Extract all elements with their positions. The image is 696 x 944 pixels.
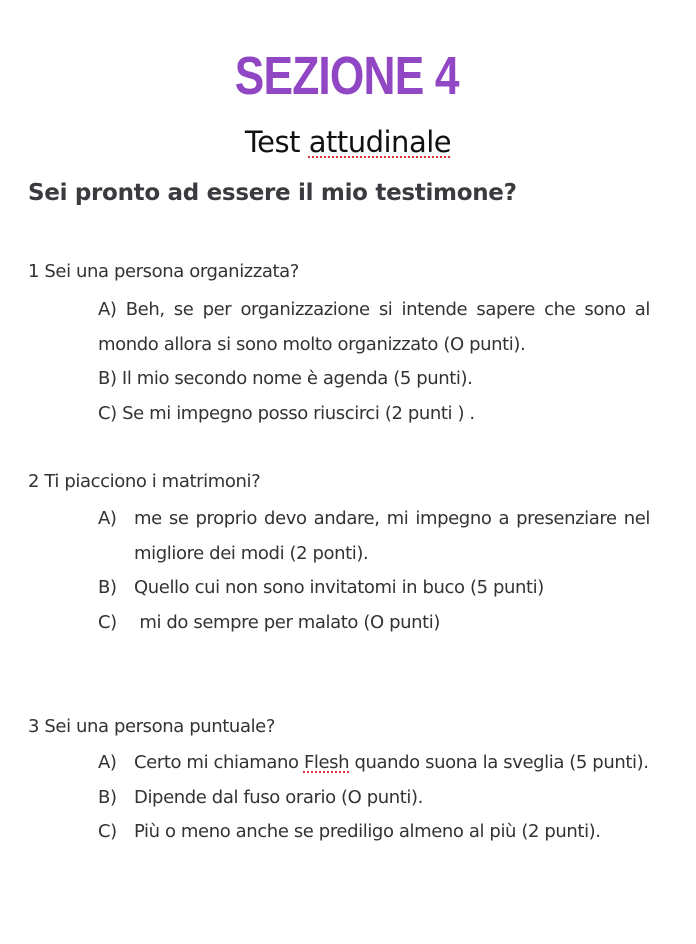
answer-text: me se proprio devo andare, mi impegno a presenziare nel migliore dei modi (2 ponti). (134, 508, 650, 564)
answer-text: Beh, se per organizzazione si intende sapere che sono al mondo allora si sono molto organizzato (O punti). (98, 299, 650, 355)
answers-2 (98, 502, 650, 640)
answer-3b (98, 781, 650, 816)
answer-text-after: quando suona la sveglia (5 punti). (349, 752, 649, 773)
answer-letter: C) (98, 402, 117, 424)
question-text: Ti piacciono i matrimoni? (44, 471, 261, 492)
section-title: SEZIONE 4 (234, 46, 459, 106)
answer-letter: B) (98, 368, 117, 389)
answer-1b (98, 362, 650, 397)
flagged-word: Flesh (303, 752, 350, 773)
question-number: 1 (28, 261, 40, 282)
answer-letter: A) (98, 299, 117, 320)
subtitle (0, 122, 696, 162)
question-number: 3 (28, 716, 40, 737)
answer-1c (98, 397, 650, 432)
question-text: Sei una persona organizzata? (44, 261, 299, 282)
answer-letter: B) (98, 786, 117, 808)
answer-2b (98, 571, 650, 606)
answer-letter: A) (98, 508, 117, 529)
question-number: 2 (28, 471, 40, 492)
answer-3c (98, 815, 650, 850)
answer-text: mi do sempre per malato (O punti) (134, 611, 440, 633)
answer-text: Dipende dal fuso orario (O punti). (134, 786, 423, 808)
answer-text: Il mio secondo nome è agenda (5 punti). (121, 368, 473, 389)
answer-text-before: Certo mi chiamano (134, 752, 304, 773)
answer-2c (98, 606, 650, 641)
answer-1a (98, 293, 650, 362)
question-1 (28, 258, 299, 286)
answers-1 (98, 293, 650, 431)
quiz-heading: Sei pronto ad essere il mio testimone? (28, 180, 517, 206)
answer-letter: A) (98, 752, 117, 773)
question-text: Sei una persona puntuale? (44, 716, 276, 737)
answer-text: Quello cui non sono invitatomi in buco (5 punti) (134, 577, 544, 598)
answer-letter: B) (98, 577, 117, 598)
answer-letter: C) (98, 611, 117, 633)
answer-2a (98, 502, 650, 571)
answer-text: Se mi impegno posso riuscirci (2 punti ) . (122, 402, 475, 424)
question-2 (28, 468, 260, 496)
answers-3 (98, 746, 650, 850)
subtitle-word-flagged: attudinale (308, 125, 452, 159)
answer-text (134, 746, 650, 781)
answer-letter: C) (98, 821, 117, 842)
answer-3a (98, 746, 650, 781)
subtitle-word-test: Test (244, 125, 309, 159)
answer-text: Più o meno anche se prediligo almeno al più (2 punti). (134, 821, 601, 842)
question-3 (28, 713, 275, 741)
